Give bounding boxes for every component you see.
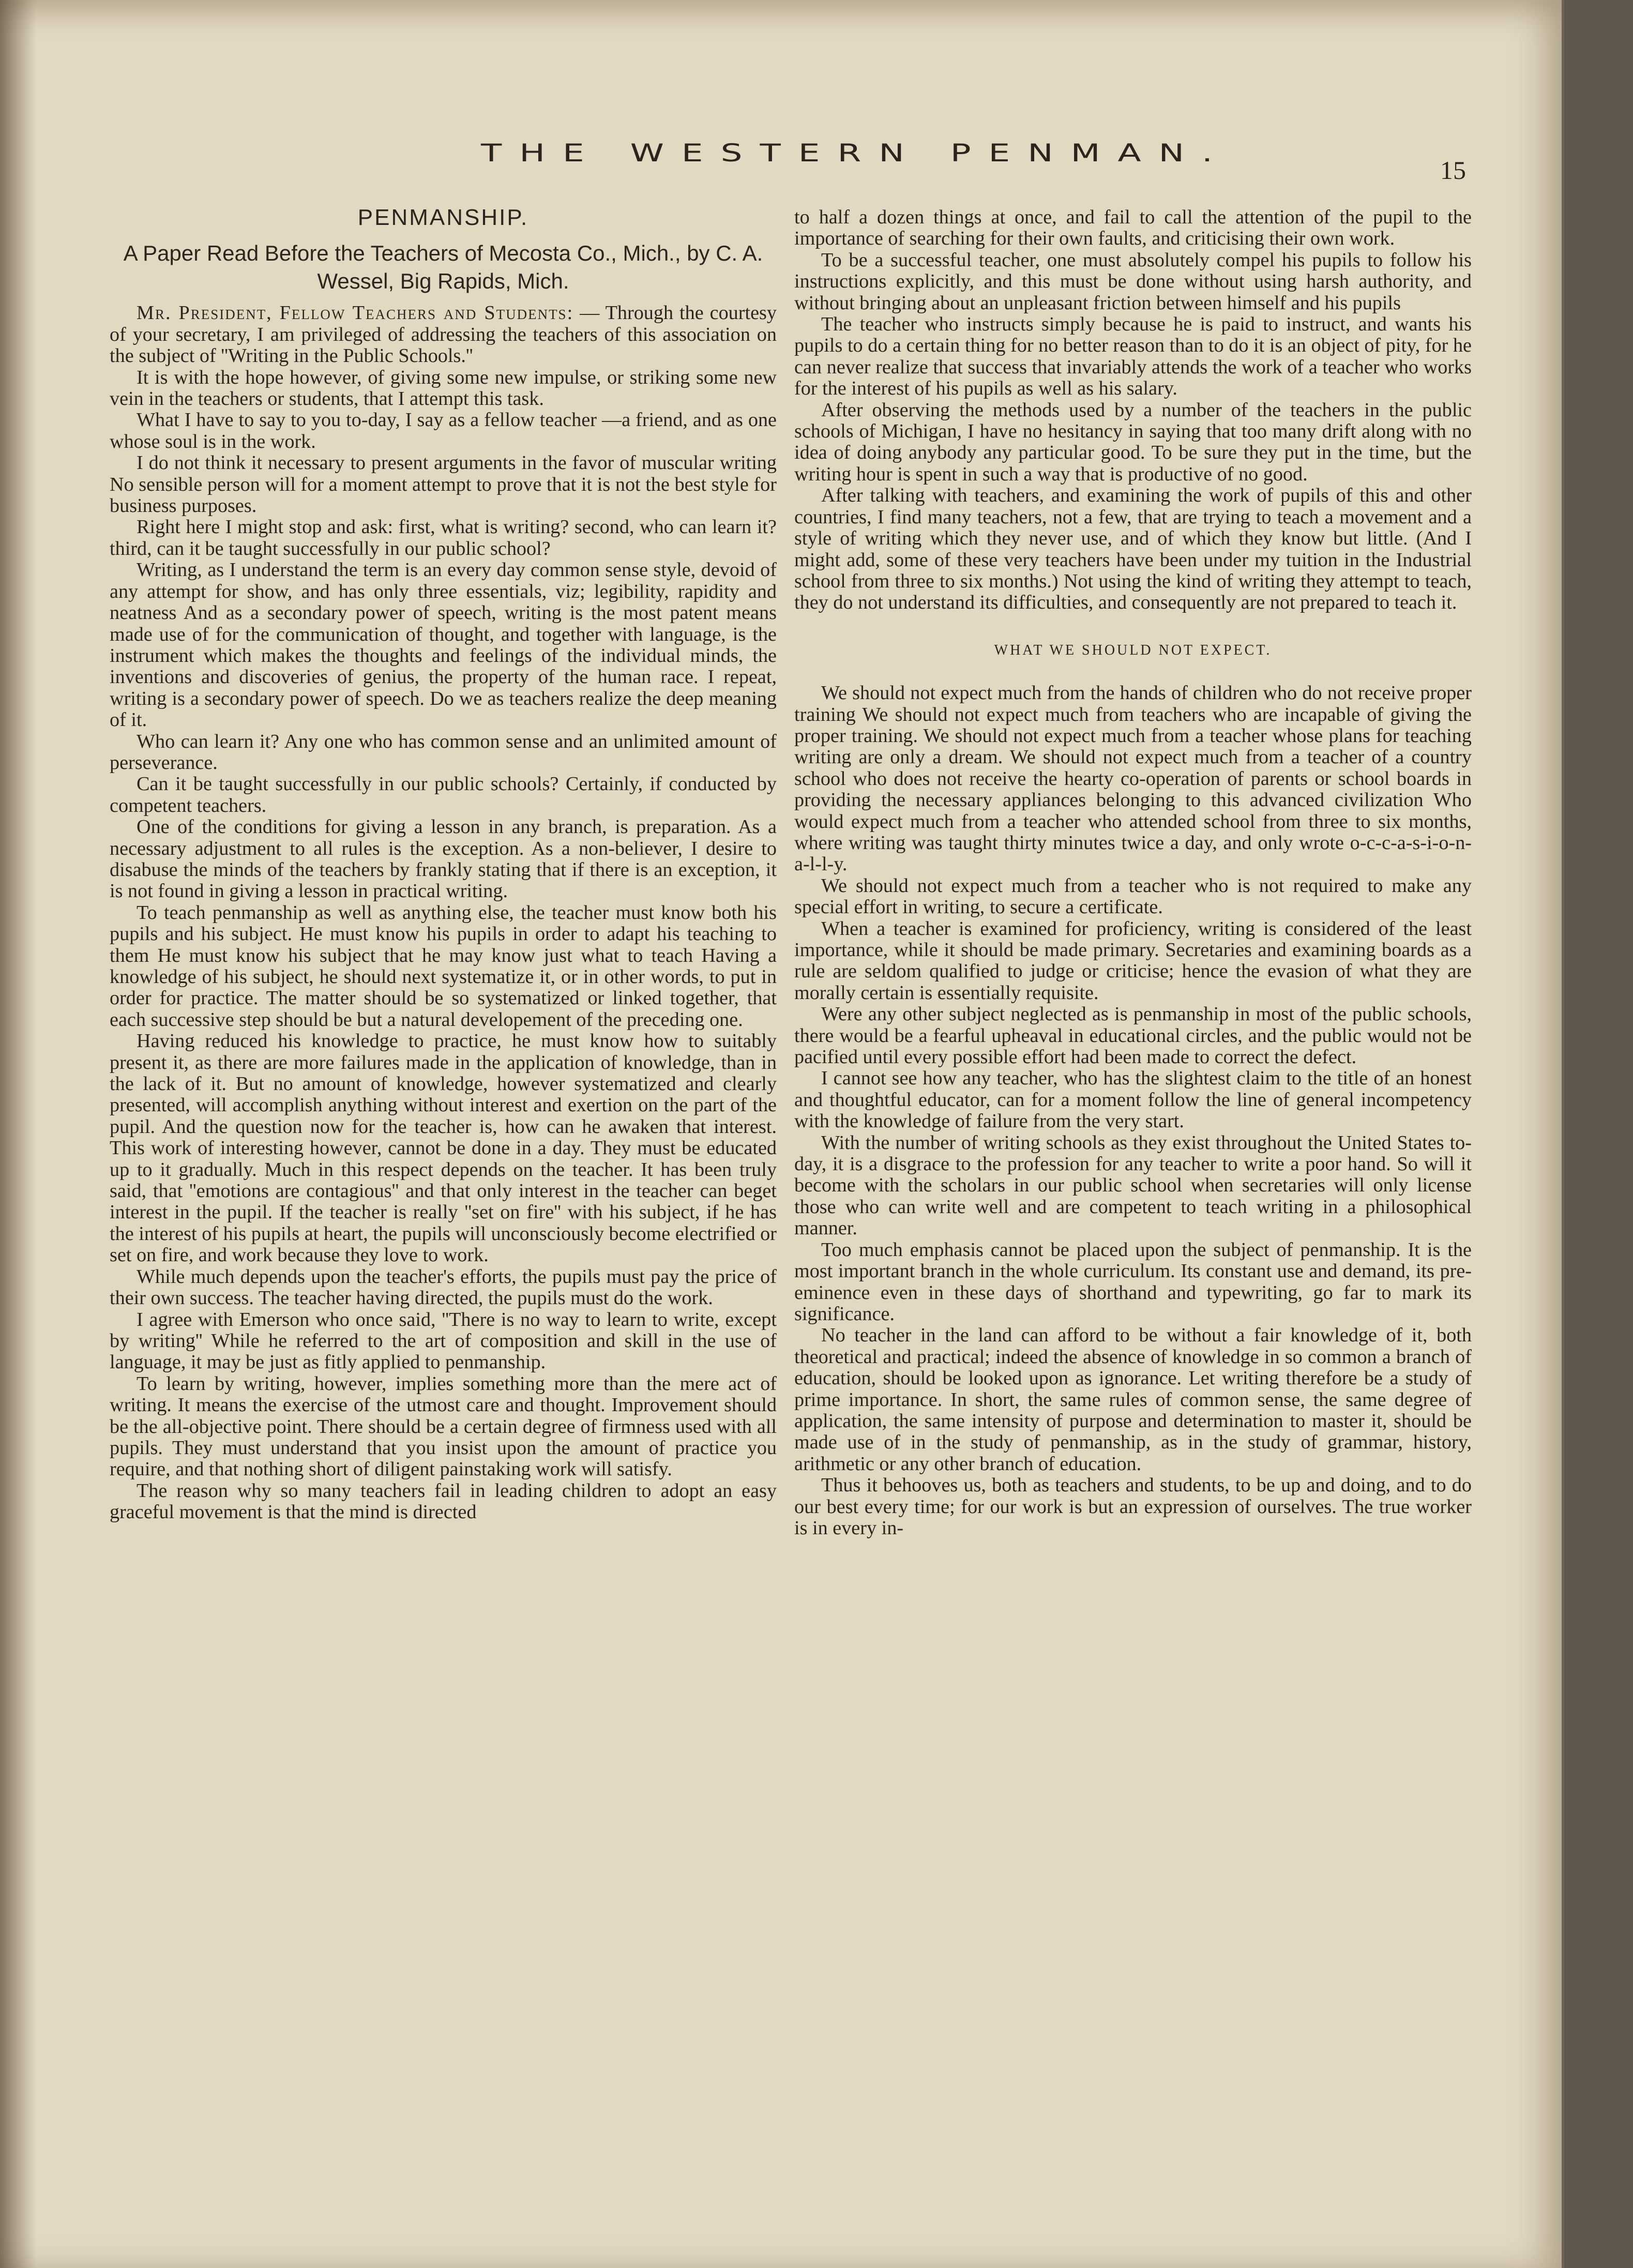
right-column (794, 207, 1472, 1539)
paragraph: When a teacher is examined for proficiency, writing is considered of the least importance, while it should be made primary. Secretaries and examining boards as a rule are seldom qualified to judge or criticise; hence the evasion of what they are morally certain is essentially requisite. (794, 917, 1472, 1004)
salutation: Mr. President, Fellow Teachers and Students: (137, 302, 574, 324)
paragraph: The teacher who instructs simply because he is paid to instruct, and wants his pupils to do a certain thing for no better reason than to do it is an object of pity, for he can never realize that success that invariably attends the work of a teacher who works for the interest of his pupils as well as his salary. (794, 313, 1472, 400)
paragraph: While much depends upon the teacher's efforts, the pupils must pay the price of their own success. The teacher having directed, the pupils must do the work. (110, 1265, 777, 1309)
paragraph: Right here I might stop and ask: first, what is writing? second, who can learn it? third, can it be taught successfully in our public school? (110, 516, 777, 560)
section-heading: WHAT WE SHOULD NOT EXPECT. (994, 642, 1272, 658)
spine-shadow (0, 0, 36, 2268)
article-title: PENMANSHIP. (357, 205, 529, 230)
paragraph: I do not think it necessary to present arguments in the favor of muscular writing No sensible person will for a moment attempt to prove that it is not the best style for business purposes. (110, 452, 777, 517)
masthead: THE WESTERN PENMAN. (481, 139, 1231, 168)
paragraph: One of the conditions for giving a lesson in any branch, is preparation. As a necessary adjustment to all rules is the exception. As a non-believer, I desire to disabuse the minds of the teachers by frankly stating that if there is an exception, it is not found in giving a lesson in practical writing. (110, 816, 777, 902)
page-number: 15 (1440, 156, 1466, 185)
paragraph: Thus it behooves us, both as teachers and students, to be up and doing, and to do our best every time; for our work is but an expression of ourselves. The true worker is in every in- (794, 1474, 1472, 1539)
paragraph: Too much emphasis cannot be placed upon the subject of penmanship. It is the most important branch in the whole curriculum. Its constant use and demand, its pre-eminence even in these days of shorthand and typewriting, go far to mark its significance. (794, 1238, 1472, 1325)
paragraph: Writing, as I understand the term is an every day common sense style, devoid of any attempt for show, and has only three essentials, viz; legibility, rapidity and neatness And as a secondary power of speech, writing is the most patent means made use of for the communication of thought, and together with language, is the instrument which makes the thoughts and feelings of the individual minds, the inventions and discoveries of genius, the property of the human race. I repeat, writing is a secondary power of speech. Do we as teachers realize the deep meaning of it. (110, 559, 777, 731)
paragraph: I cannot see how any teacher, who has the slightest claim to the title of an honest and thoughtful educator, can for a moment follow the line of general incompetency with the knowledge of failure from the very start. (794, 1067, 1472, 1132)
opening-paragraph (110, 303, 777, 367)
article-subtitle: A Paper Read Before the Teachers of Mecosta Co., Mich., by C. A. Wessel, Big Rapids, Mich. (123, 241, 763, 294)
adjacent-page-edge (1564, 0, 1633, 2268)
left-column (110, 207, 777, 1523)
paragraph: No teacher in the land can afford to be without a fair knowledge of it, both theoretical and practical; indeed the absence of knowledge in so common a branch of education, should be looked upon as ignorance. Let writing therefore be a study of prime importance. In short, the same rules of common sense, the same degree of application, the same intensity of purpose and determination to master it, should be made use of in the study of penmanship, as in the study of grammar, history, arithmetic or any other branch of education. (794, 1324, 1472, 1475)
paragraph: Can it be taught successfully in our public schools? Certainly, if conducted by competent teachers. (110, 773, 777, 817)
paragraph: — Through the courtesy of your secretary, I am privileged of addressing the teachers of this association on the subject of ''Writing in the Public Schools.'' (110, 302, 777, 367)
paragraph: The reason why so many teachers fail in leading children to adopt an easy graceful movement is that the mind is directed (110, 1479, 777, 1523)
paragraph: We should not expect much from the hands of children who do not receive proper training We should not expect much from teachers who are incapable of giving the proper training. We should not expect much from a teacher whose plans for teaching writing are only a dream. We should not expect much from a teacher of a country school who does not receive the hearty co-operation of parents or school boards in providing the necessary appliances belonging to this advanced civilization Who would expect much from a teacher who attended school from three to six months, where writing was taught thirty minutes twice a day, and only wrote o-c-c-a-s-i-o-n-a-l-l-y. (794, 682, 1472, 875)
paragraph: Having reduced his knowledge to practice, he must know how to suitably present it, as there are more failures made in the application of knowledge, than in the lack of it. But no amount of knowledge, however systematized and clearly presented, will accomplish anything without interest and exertion on the part of the pupil. And the question now for the teacher is, how can he awaken that interest. This work of interesting however, cannot be done in a day. They must be educated up to it gradually. Much in this respect depends on the teacher. It has been truly said, that ''emotions are contagious'' and that only interest in the teacher can beget interest in the pupil. If the teacher is really ''set on fire'' with his subject, if he has the interest of his pupils at heart, the pupils will unconsciously become electrified or set on fire, and work because they love to work. (110, 1030, 777, 1266)
paragraph: What I have to say to you to-day, I say as a fellow teacher —a friend, and as one whose soul is in the work. (110, 409, 777, 452)
paragraph: We should not expect much from a teacher who is not required to make any special effort in writing, to secure a certificate. (794, 874, 1472, 918)
paragraph: After talking with teachers, and examining the work of pupils of this and other countries, I find many teachers, not a few, that are trying to teach a movement and a style of writing which they never use, and of which they know but little. (And I might add, some of these very teachers have been under my tuition in the Industrial school from three to six months.) Not using the kind of writing they attempt to teach, they do not understand its difficulties, and consequently are not prepared to teach it. (794, 485, 1472, 614)
paragraph: To teach penmanship as well as anything else, the teacher must know both his pupils and his subject. He must know his pupils in order to adapt his teaching to them He must know his subject that he may know just what to teach Having a knowledge of his subject, he should next systematize it, or in other words, to put in order for practice. The matter should be so systematized or linked together, that each successive step should be but a natural developement of the preceding one. (110, 901, 777, 1031)
paragraph: Were any other subject neglected as is penmanship in most of the public schools, there would be a fearful upheaval in educational circles, and the public would not be pacified until every possible effort had been made to correct the defect. (794, 1003, 1472, 1068)
paragraph-continued: to half a dozen things at once, and fail to call the attention of the pupil to the importance of searching for their own faults, and criticising their own work. (794, 206, 1472, 250)
paragraph: After observing the methods used by a number of the teachers in the public schools of Michigan, I have no hesitancy in saying that too many drift along with no idea of doing anybody any particular good. To be sure they put in the time, but the writing hour is spent in such a way that is productive of no good. (794, 399, 1472, 485)
paragraph: I agree with Emerson who once said, ''There is no way to learn to write, except by writing'' While he referred to the art of composition and skill in the use of language, it may be just as fitly applied to penmanship. (110, 1308, 777, 1373)
paragraph: Who can learn it? Any one who has common sense and an unlimited amount of perseverance. (110, 730, 777, 774)
paragraph: It is with the hope however, of giving some new impulse, or striking some new vein in the teachers or students, that I attempt this task. (110, 366, 777, 410)
paragraph: To be a successful teacher, one must absolutely compel his pupils to follow his instructions explicitly, and this must be done without using harsh authority, and without bringing about an unpleasant friction between himself and his pupils (794, 249, 1472, 314)
paragraph: To learn by writing, however, implies something more than the mere act of writing. It means the exercise of the utmost care and thought. Improvement should be the all-objective point. There should be a certain degree of firmness used with all pupils. They must understand that you insist upon the amount of practice you require, and that nothing short of diligent painstaking work will satisfy. (110, 1372, 777, 1480)
paragraph: With the number of writing schools as they exist throughout the United States to-day, it is a disgrace to the profession for any teacher to write a poor hand. So will it become with the scholars in our public school when secretaries will only license those who can write well and are competent to teach writing in a philosophical manner. (794, 1131, 1472, 1239)
